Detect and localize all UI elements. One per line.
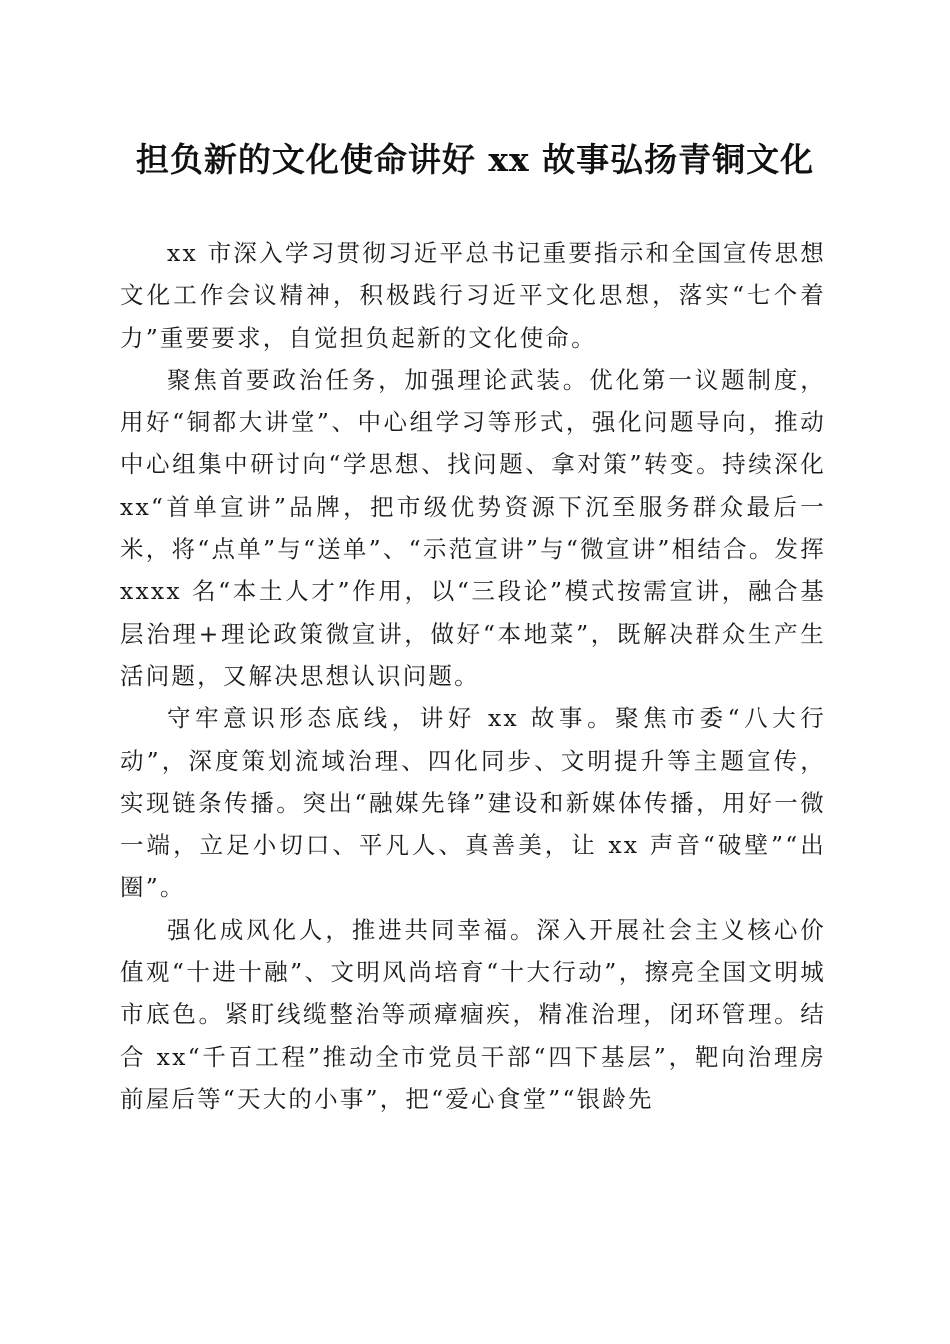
document-title: 担负新的文化使命讲好 xx 故事弘扬青铜文化	[135, 140, 815, 179]
paragraph-civilization: 强化成风化人，推进共同幸福。深入开展社会主义核心价值观“十进十融”、文明风尚培育“十大行动”，擦亮全国文明城市底色。紧盯线缆整治等顽瘴痼疾，精准治理，闭环管理。结合 xx“千百工程”推动全市党员干部“四下基层”，靶向治理房前屋后等“天大的小事”，把“爱心食堂”“银龄先	[120, 915, 826, 1113]
paragraph-theory: 聚焦首要政治任务，加强理论武装。优化第一议题制度，用好“铜都大讲堂”、中心组学习等形式，强化问题导向，推动中心组集中研讨向“学思想、找问题、拿对策”转变。持续深化 xx“首单宣讲”品牌，把市级优势资源下沉至服务群众最后一米，将“点单”与“送单”、“示范宣讲”与“微宣讲”相结合。发挥 xxxx 名“本土人才”作用，以“三段论”模式按需宣讲，融合基层治理+理论政策微宣讲，做好“本地菜”，既解决群众生产生活问题，又解决思想认识问题。	[120, 365, 826, 690]
paragraph-ideology: 守牢意识形态底线，讲好 xx 故事。聚焦市委“八大行动”，深度策划流域治理、四化同步、文明提升等主题宣传，实现链条传播。突出“融媒先锋”建设和新媒体传播，用好一微一端，立足小切口、平凡人、真善美，让 xx 声音“破壁”“出圈”。	[120, 704, 826, 902]
paragraph-intro: xx 市深入学习贯彻习近平总书记重要指示和全国宣传思想文化工作会议精神，积极践行习近平文化思想，落实“七个着力”重要要求，自觉担负起新的文化使命。	[120, 239, 826, 352]
document-body	[120, 232, 826, 1120]
